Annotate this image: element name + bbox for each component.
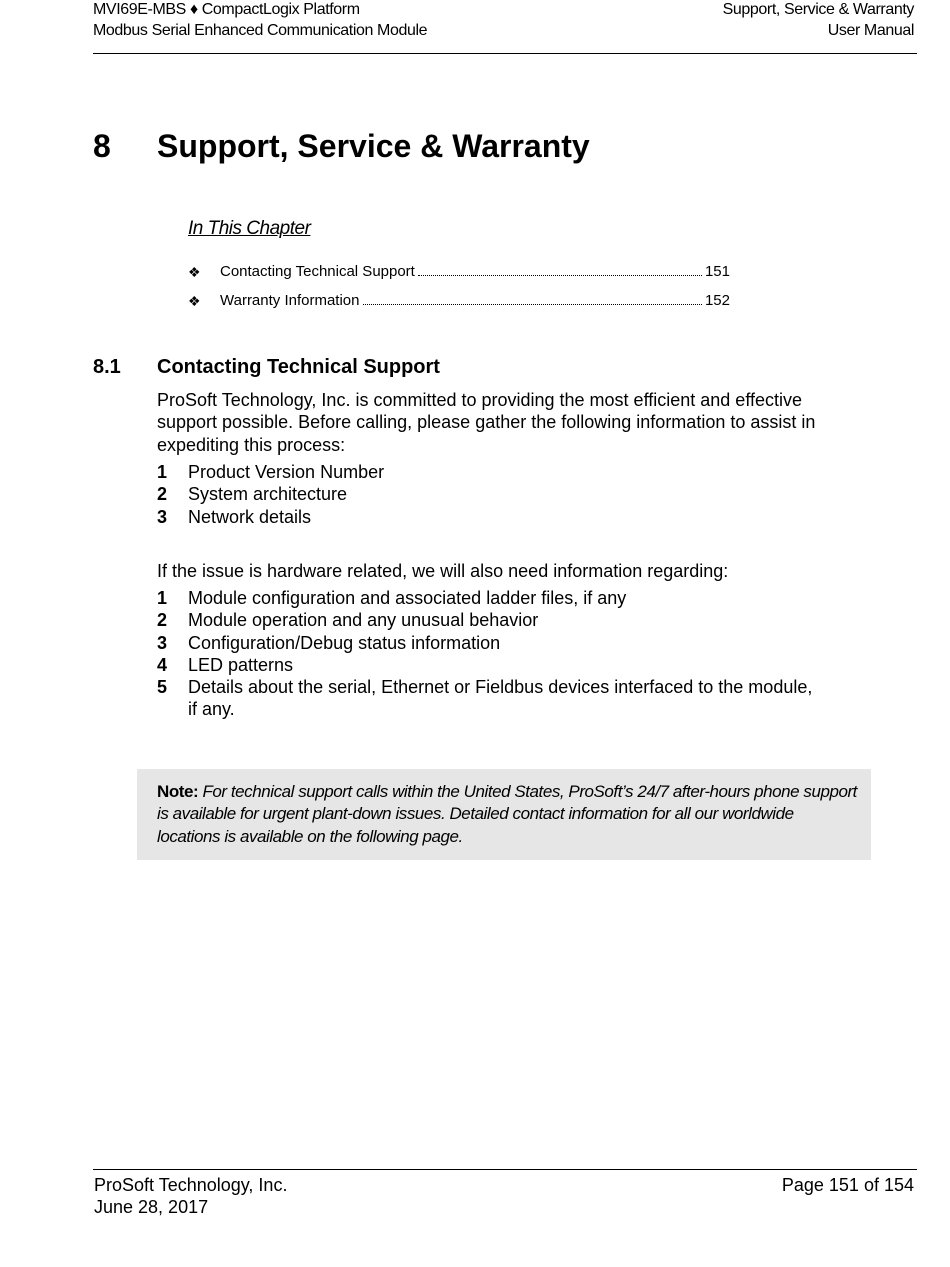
list-item: [157, 483, 817, 505]
note-label: Note:: [157, 782, 199, 801]
info-list: [157, 461, 817, 528]
list-item-text: Module operation and any unusual behavior: [188, 610, 539, 631]
toc-leader: [418, 274, 702, 276]
footer-company: ProSoft Technology, Inc.: [94, 1175, 288, 1195]
diamond-bullet-icon: ❖: [188, 264, 201, 280]
section-number: 8.1: [93, 356, 121, 378]
list-item-number: 3: [157, 506, 168, 527]
list-item-text: Module configuration and associated ladder files, if any: [188, 588, 627, 608]
header-doc-type: User Manual: [827, 22, 914, 39]
chapter-number: 8: [93, 128, 111, 164]
list-item-text: Network details: [188, 506, 312, 527]
list-item-text: LED patterns: [188, 654, 294, 675]
list-item-text: System architecture: [188, 484, 348, 505]
list-item: [157, 609, 817, 631]
list-item: [157, 506, 817, 528]
list-item-number: 3: [157, 632, 168, 653]
list-item-number: 2: [157, 484, 168, 505]
list-item-number: 1: [157, 588, 168, 608]
list-item: [157, 461, 817, 483]
footer-page-number: Page 151 of 154: [781, 1175, 914, 1195]
list-item: [157, 676, 817, 721]
toc-entry-label[interactable]: Warranty Information: [220, 292, 360, 309]
section-title: Contacting Technical Support: [157, 356, 440, 378]
toc-entry[interactable]: [188, 291, 730, 311]
toc-entry-label[interactable]: Contacting Technical Support: [220, 263, 415, 280]
list-item-number: 1: [157, 462, 168, 482]
diamond-bullet-icon: ❖: [188, 293, 201, 309]
note-box: [137, 769, 871, 860]
toc-entry-page[interactable]: 151: [704, 263, 730, 280]
list-item-number: 5: [157, 677, 168, 698]
header-product: MVI69E-MBS ♦ CompactLogix Platform: [93, 1, 360, 18]
list-item-number: 4: [157, 654, 168, 675]
header-module: Modbus Serial Enhanced Communication Module: [93, 22, 428, 39]
list-item: [157, 654, 817, 676]
in-this-chapter-heading: In This Chapter: [188, 218, 311, 239]
page-header: [93, 0, 917, 54]
hardware-paragraph: If the issue is hardware related, we will also need information regarding:: [157, 561, 729, 581]
toc-entry[interactable]: [188, 262, 730, 282]
list-item-text: Product Version Number: [188, 462, 385, 482]
toc-entry-page[interactable]: 152: [704, 292, 730, 309]
page-footer: [93, 1169, 917, 1217]
list-item-text: Configuration/Debug status information: [188, 632, 501, 653]
toc-leader: [363, 303, 702, 305]
hardware-info-list: [157, 587, 817, 721]
list-item-number: 2: [157, 610, 168, 631]
header-chapter: Support, Service & Warranty: [722, 1, 914, 18]
intro-paragraph: ProSoft Technology, Inc. is committed to providing the most efficient and effective support possible. Before calling, please gather the following information to assist in expediting this process:: [157, 390, 816, 455]
list-item: [157, 587, 817, 609]
list-item: [157, 632, 817, 654]
footer-date: June 28, 2017: [94, 1197, 209, 1217]
note-text: [157, 781, 857, 848]
note-body: For technical support calls within the United States, ProSoft’s 24/7 after-hours phone support is available for urgent plant-down issues. Detailed contact information for all our worldwide locations is available on the following page.: [157, 782, 857, 846]
list-item-text: Details about the serial, Ethernet or Fieldbus devices interfaced to the module, if any.: [188, 677, 813, 720]
chapter-title: Support, Service & Warranty: [157, 128, 590, 164]
